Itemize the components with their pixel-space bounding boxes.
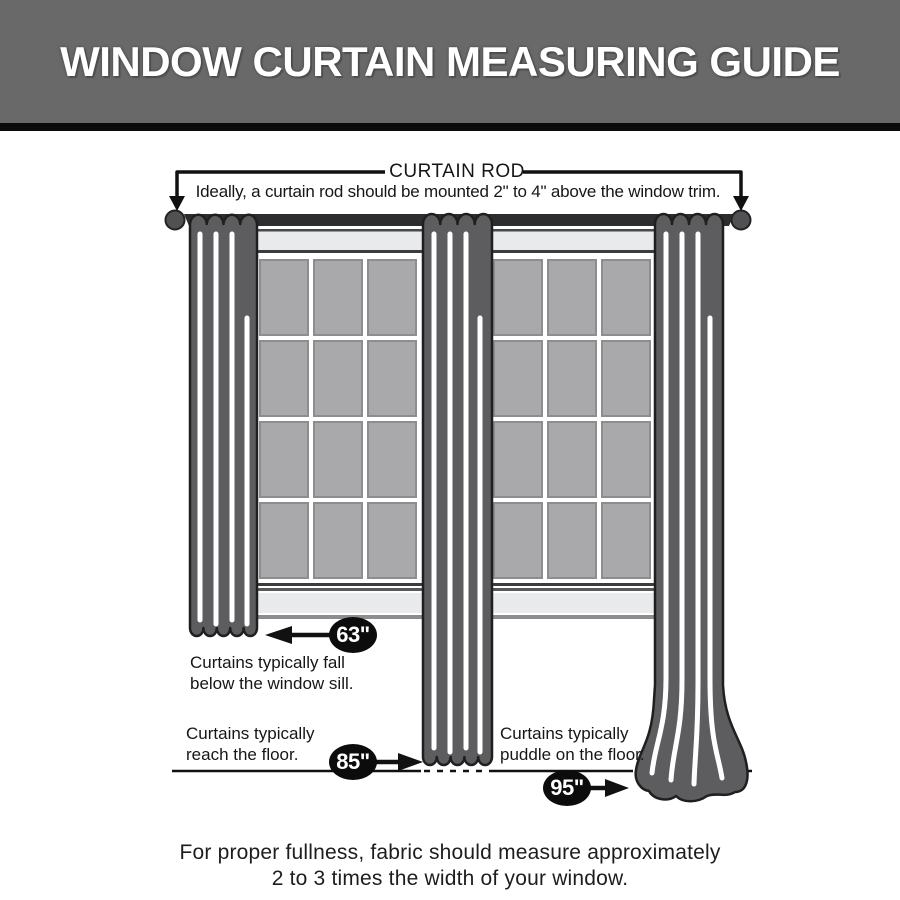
length-badge-63: 63"	[329, 617, 377, 653]
curtain-rod-label: CURTAIN ROD	[389, 161, 525, 182]
length-badge-85: 85"	[329, 744, 377, 780]
annotation-reach-floor-line2: reach the floor.	[186, 745, 299, 764]
curtain-panel-right	[636, 214, 748, 801]
arrow-85-icon	[375, 753, 423, 771]
rod-finial-right	[732, 211, 751, 230]
annotation-below-sill	[190, 652, 353, 694]
length-badge-95: 95"	[543, 770, 591, 806]
fullness-note-line2: 2 to 3 times the width of your window.	[271, 867, 629, 890]
rod-mounting-note: Ideally, a curtain rod should be mounted 2" to 4" above the window trim.	[195, 182, 721, 201]
annotation-below-sill-line2: below the window sill.	[190, 674, 354, 693]
curtain-panel-middle	[423, 214, 492, 765]
arrow-95-icon	[589, 779, 629, 797]
annotation-puddle-floor-line1: Curtains typically	[500, 724, 629, 743]
page-title: WINDOW CURTAIN MEASURING GUIDE	[60, 37, 840, 85]
curtain-panel-left	[190, 215, 257, 636]
fullness-note	[0, 840, 900, 892]
annotation-reach-floor-line1: Curtains typically	[186, 724, 315, 743]
annotation-puddle-floor	[500, 723, 645, 765]
annotation-reach-floor	[186, 723, 315, 765]
annotation-puddle-floor-line2: puddle on the floor.	[500, 745, 645, 764]
rod-finial-left	[166, 211, 185, 230]
arrow-63-icon	[265, 626, 331, 644]
fullness-note-line1: For proper fullness, fabric should measure approximately	[179, 841, 721, 864]
annotation-below-sill-line1: Curtains typically fall	[190, 653, 345, 672]
